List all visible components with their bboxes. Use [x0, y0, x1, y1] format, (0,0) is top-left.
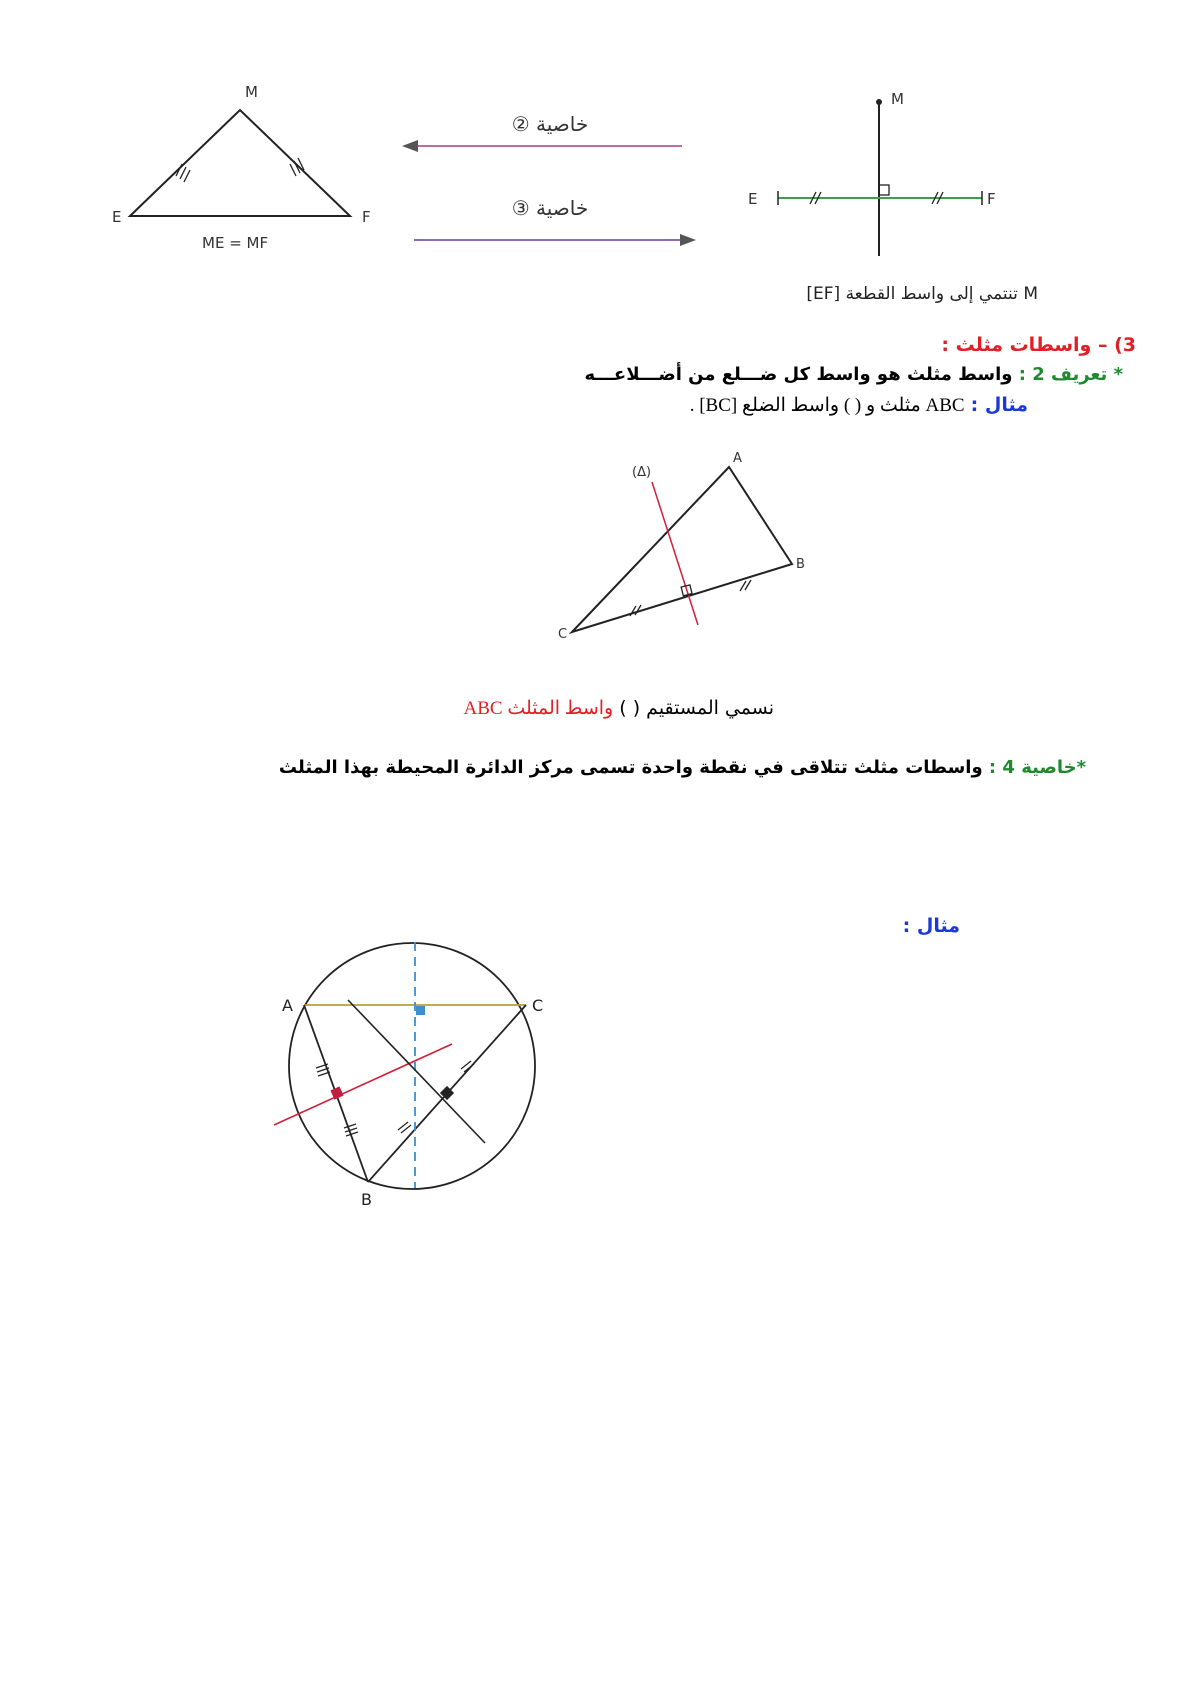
point-m-label: M [891, 90, 904, 108]
vertex-b-label: B [361, 1190, 372, 1209]
arrow-top-label: خاصية ② [511, 112, 589, 136]
point-f-label: F [987, 190, 996, 208]
bisector-ab-red [274, 1044, 452, 1125]
isosceles-triangle-figure [110, 80, 380, 280]
section-title: – واسطات مثلث : [941, 334, 1108, 356]
naming-sentence-red: واسط المثلث ABC [463, 698, 614, 719]
definition-prefix: * تعريف 2 : [1018, 364, 1123, 385]
circumcircle-figure [260, 920, 560, 1220]
triangle-mef [130, 110, 350, 216]
naming-sentence-black: نسمي المستقيم ( ) [619, 697, 774, 719]
equal-marks [316, 1061, 474, 1136]
right-angle-mark [879, 185, 889, 195]
vertex-f-label: F [362, 208, 371, 226]
segment-caption: M تنتمي إلى واسط القطعة [EF] [806, 284, 1038, 304]
vertex-c-label: C [558, 627, 568, 642]
delta-label: (Δ) [632, 465, 652, 480]
property-4 [260, 757, 1086, 778]
section-heading [700, 334, 1136, 356]
point-e-label: E [748, 190, 758, 208]
arrow-top-head [402, 140, 418, 152]
example-1-text: ABC مثلث و ( ) واسط الضلع [BC] . [689, 395, 965, 416]
property-4-prefix: *خاصية 4 : [988, 757, 1086, 778]
equality-caption: ME = MF [202, 234, 269, 252]
arrow-bottom-label: خاصية ③ [511, 196, 589, 220]
definition-2 [400, 364, 1123, 385]
property-4-text: واسطات مثلث تتلاقى في نقطة واحدة تسمى مركز الدائرة المحيطة بهذا المثلث [278, 757, 983, 778]
delta-bisector [652, 482, 698, 625]
point-m [876, 99, 882, 105]
section-number: 3) [1114, 334, 1136, 356]
right-angle-mark-ac [416, 1006, 425, 1015]
vertex-m-label: M [245, 83, 258, 101]
vertex-c-label: C [532, 996, 544, 1015]
vertex-a-label: A [282, 996, 293, 1015]
definition-text: واسط مثلث هو واسط كل ضـــلع من أضـــلاعـــه [584, 364, 1013, 385]
naming-sentence [300, 697, 774, 720]
tick-marks [176, 158, 304, 182]
triangle-abc [572, 467, 792, 632]
triangle-abc-bisector-figure [540, 440, 840, 640]
arrow-bottom-head [680, 234, 696, 246]
vertex-b-label: B [796, 557, 805, 572]
vertex-e-label: E [112, 208, 122, 226]
example-1-label: مثال : [970, 394, 1028, 416]
example-2-label: مثال : [902, 915, 960, 937]
example-1 [400, 394, 1028, 417]
segment-bisector-figure [730, 80, 1030, 300]
vertex-a-label: A [733, 451, 742, 466]
